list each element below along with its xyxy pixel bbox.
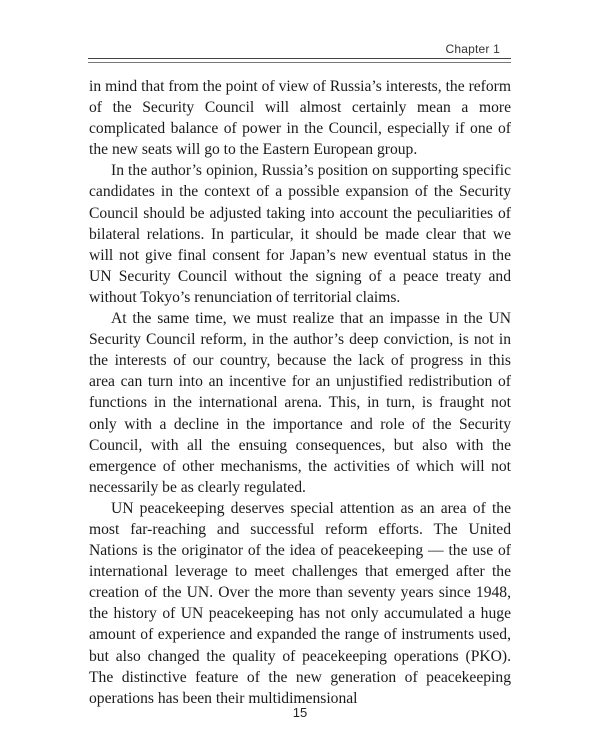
header-rule	[88, 58, 511, 59]
page-number: 15	[292, 705, 308, 720]
paragraph: At the same time, we must realize that an impasse in the UN Security Council reform, in the author’s deep conviction, is not in the interests of our country, because the lack of progress in this area can turn into an incentive for an unjustified redistribution of functions in the international arena. This, in turn, is fraught not only with a decline in the importance and role of the Security Council, with all the ensuing consequences, but also with the emergence of other mechanisms, the activities of which will not necessarily be as clearly regulated.	[89, 310, 511, 496]
paragraph: In the author’s opinion, Russia’s position on supporting specific candidates in the context of a possible expansion of the Security Council should be adjusted taking into account the peculiarities of bilateral relations. In particular, it should be made clear that we will not give final consent for Japan’s new eventual status in the UN Security Council without the signing of a peace treaty and without Tokyo’s renunciation of territorial claims.	[89, 162, 511, 306]
body-text	[89, 76, 511, 709]
paragraph-continued: in mind that from the point of view of Russia’s interests, the reform of the Security Council will almost certainly mean a more complicated balance of power in the Council, especially if one of the new seats will go to the Eastern European group.	[89, 78, 511, 159]
running-header: Chapter 1	[445, 42, 500, 56]
header-rule-secondary	[88, 62, 511, 63]
paragraph: UN peacekeeping deserves special attention as an area of the most far-reaching and successful reform efforts. The United Nations is the originator of the idea of peacekeeping — the use of international leverage to meet challenges that emerged after the creation of the UN. Over the more than seventy years since 1948, the history of UN peacekeeping has not only accumulated a huge amount of experience and expanded the range of instruments used, but also changed the quality of peacekeeping operations (PKO). The distinctive feature of the new generation of peacekeeping operations has been their multidimensional	[89, 499, 511, 707]
